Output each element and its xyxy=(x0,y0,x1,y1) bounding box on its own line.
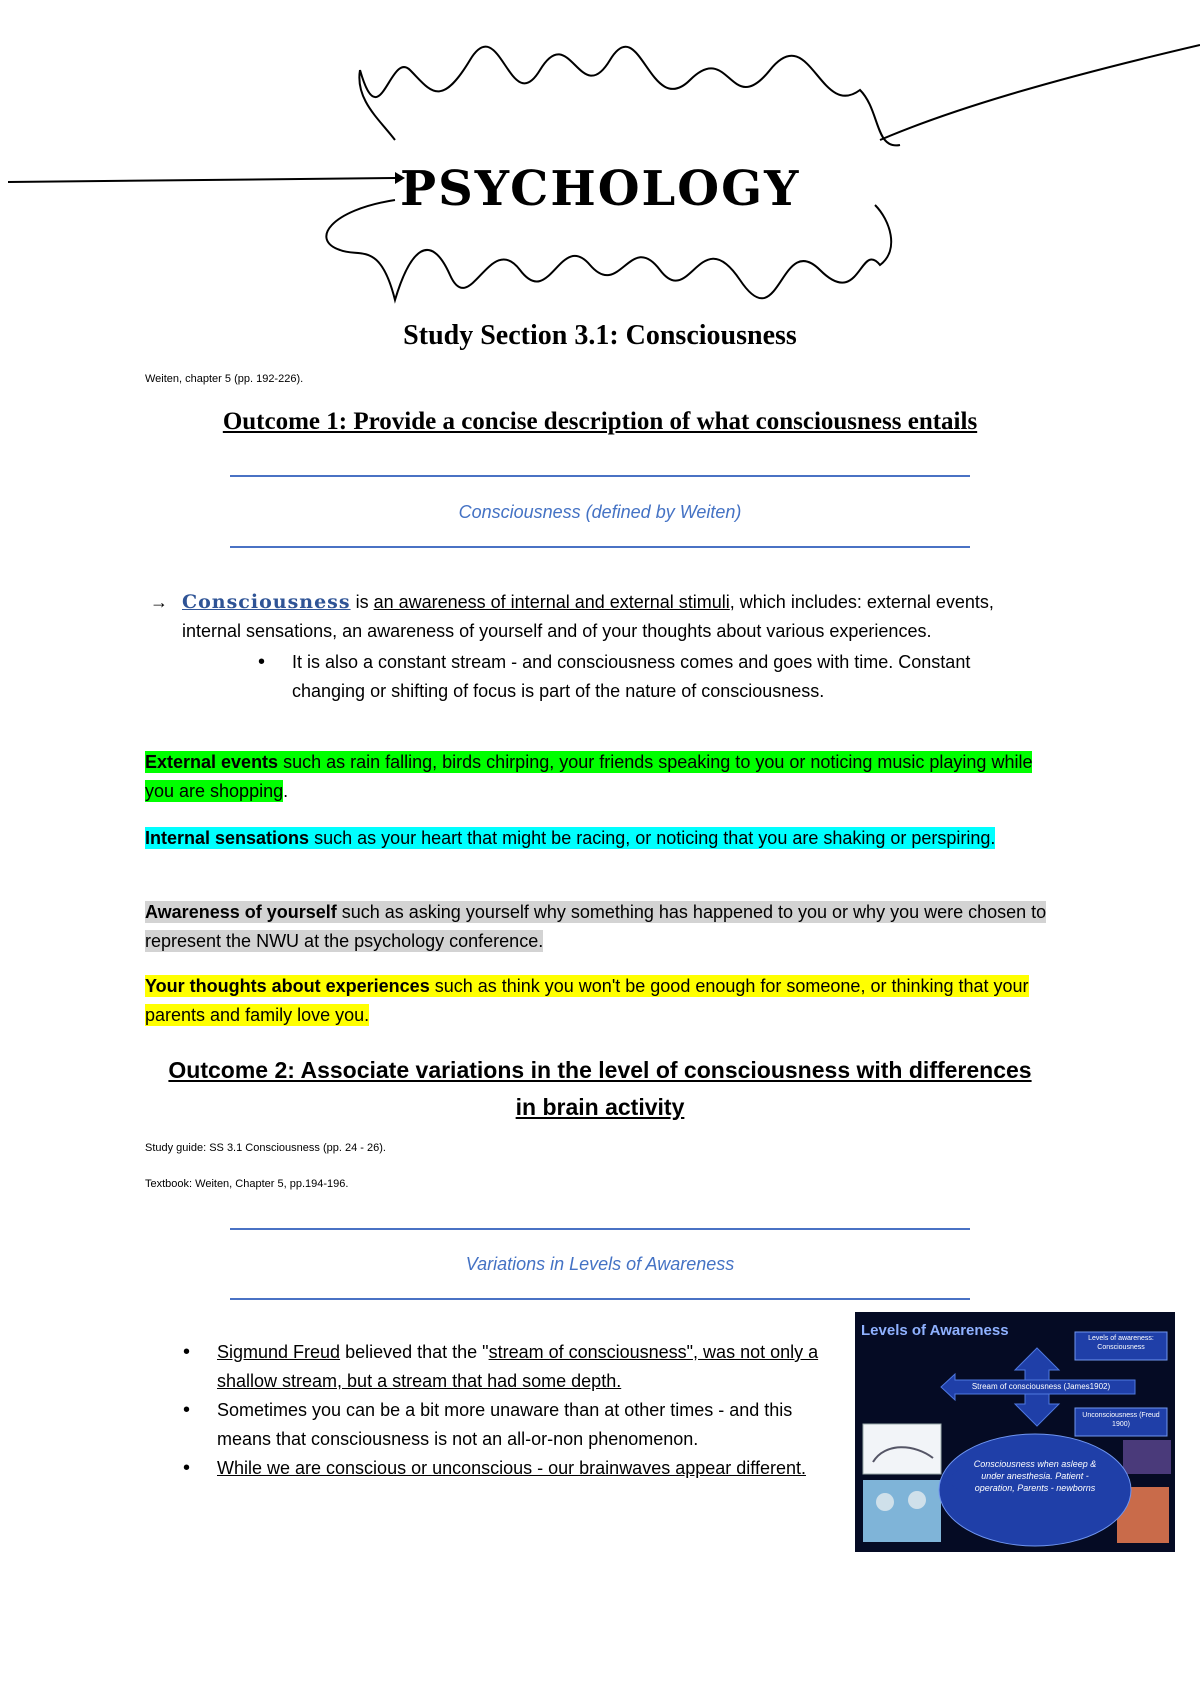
example-thoughts xyxy=(145,972,1065,1030)
definition-term: Consciousness xyxy=(182,591,351,613)
reference-text: Weiten, chapter 5 (pp. 192-226). xyxy=(145,373,304,385)
section-label-consciousness: Consciousness (defined by Weiten) xyxy=(458,502,742,522)
study-guide-ref: Study guide: SS 3.1 Consciousness (pp. 24 - 26). xyxy=(145,1142,386,1154)
sub-bullet-list xyxy=(258,648,1030,706)
definition-is: is xyxy=(350,592,374,612)
textbook-ref: Textbook: Weiten, Chapter 5, pp.194-196. xyxy=(145,1178,349,1190)
divider-top-1 xyxy=(230,475,970,477)
banner-title: PSYCHOLOGY xyxy=(400,161,801,217)
outcome1-heading: Outcome 1: Provide a concise description of what consciousness entails xyxy=(222,408,978,435)
levels-box-top: Levels of awareness: Consciousness xyxy=(1088,1335,1154,1351)
outcome2-heading-line1: Outcome 2: Associate variations in the level of consciousness with differences xyxy=(168,1057,1032,1083)
example-internal-text: such as your heart that might be racing, or noticing that you are shaking or perspiring. xyxy=(309,828,996,848)
definition-rest: , which includes: external events, internal sensations, an awareness of yourself and of your thoughts about various experiences. xyxy=(182,592,994,641)
operation-thumbnail xyxy=(863,1480,941,1542)
variations-bullet-list xyxy=(183,1338,838,1483)
levels-bubble-text: Consciousness when asleep & under anesthesia. Patient - operation, Parents - newborns xyxy=(973,1459,1097,1493)
outcome2-heading-line2: in brain activity xyxy=(515,1094,685,1120)
example-self-bold: Awareness of yourself xyxy=(145,902,337,922)
bullet-brainwaves: • While we are conscious or unconscious - our brainwaves appear different. xyxy=(183,1454,838,1483)
bullet-unaware: • Sometimes you can be a bit more unaware than at other times - and this means that consciousness is not an all-or-non phenomenon. xyxy=(183,1396,838,1454)
bullet-freud xyxy=(183,1338,838,1396)
example-external-text: such as rain falling, birds chirping, your friends speaking to you or noticing music playing while you are shopping xyxy=(145,752,1033,801)
example-thoughts-bold: Your thoughts about experiences xyxy=(145,976,430,996)
levels-of-awareness-image xyxy=(855,1312,1175,1552)
psychology-banner xyxy=(0,30,1200,330)
definition-block xyxy=(150,588,1030,706)
outcome2-heading xyxy=(140,1052,1060,1126)
example-internal xyxy=(145,824,1065,853)
example-self-text: such as asking yourself why something has happened to you or why you were chosen to represent the NWU at the psychology conference. xyxy=(145,902,1047,951)
example-thoughts-text: such as think you won't be good enough for someone, or thinking that your parents and family love you. xyxy=(145,976,1029,1025)
arrow-icon: → xyxy=(150,592,168,612)
section-label-variations: Variations in Levels of Awareness xyxy=(465,1254,735,1274)
arrow-left-line xyxy=(8,178,395,182)
sleep-thumbnail xyxy=(863,1424,941,1474)
freud-underlined: stream of consciousness", was not only a shallow stream, but a stream that had some depth. xyxy=(217,1342,819,1391)
freud-name: Sigmund Freud xyxy=(217,1342,341,1362)
example-external-end: . xyxy=(283,781,289,801)
sub-bullet-item: • It is also a constant stream - and consciousness comes and goes with time. Constant changing or shifting of focus is part of the nature of consciousness. xyxy=(258,648,1030,706)
divider-top-2 xyxy=(230,1228,970,1230)
squiggle-top xyxy=(360,47,900,146)
divider-bottom-2 xyxy=(230,1298,970,1300)
freud-mid: believed that the " xyxy=(340,1342,489,1362)
study-section-title: Study Section 3.1: Consciousness xyxy=(403,320,797,351)
example-self xyxy=(145,898,1065,956)
arrow-right-top xyxy=(880,45,1200,140)
example-external xyxy=(145,748,1065,806)
example-external-bold: External events xyxy=(145,752,279,772)
definition-underlined: an awareness of internal and external stimuli xyxy=(373,592,730,612)
levels-box-bottom: Unconsciousness (Freud 1900) xyxy=(1082,1412,1160,1428)
example-internal-bold: Internal sensations xyxy=(145,828,310,848)
levels-stream: Stream of consciousness (James1902) xyxy=(971,1382,1111,1391)
levels-image-title: Levels of Awareness xyxy=(861,1322,1009,1339)
storm-thumbnail xyxy=(1123,1440,1171,1474)
divider-bottom-1 xyxy=(230,546,970,548)
